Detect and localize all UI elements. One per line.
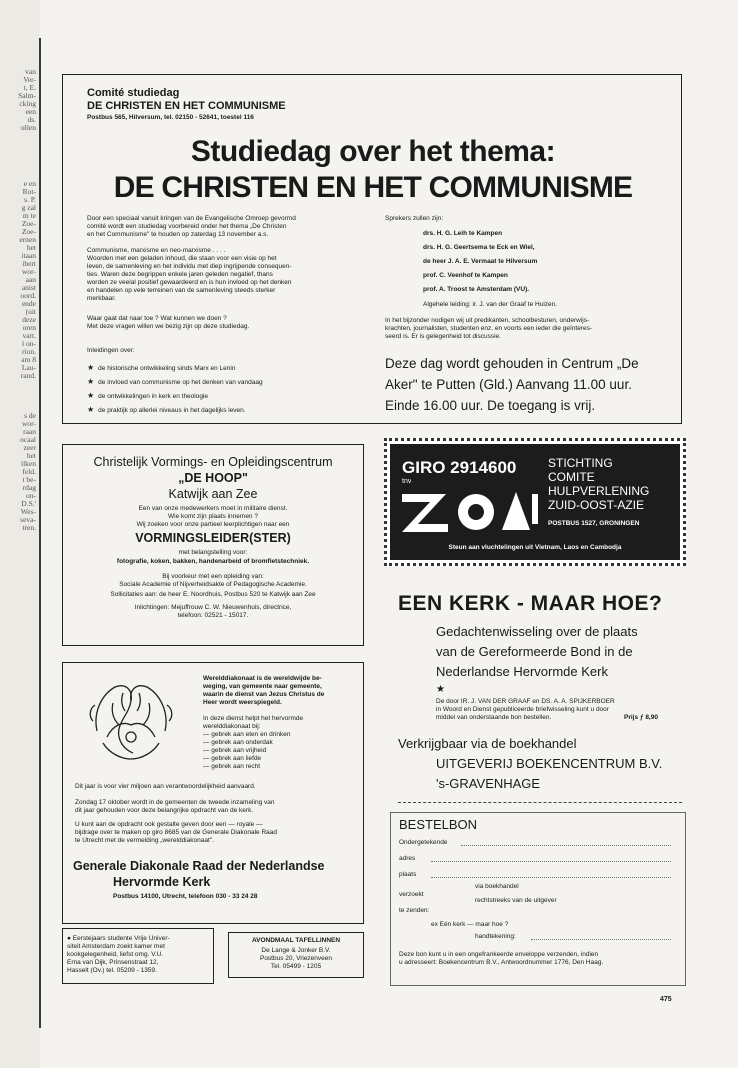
star-bullet-icon: ★	[87, 405, 95, 414]
inleiding-item	[87, 389, 387, 403]
gutter-line: deze	[22, 316, 36, 324]
gutter-line: vart.	[22, 332, 36, 340]
sprekers-list	[423, 227, 673, 297]
kerk-desc-line: in Woord en Dienst gepubliceerde briefwisseling kunt u door	[436, 706, 609, 713]
gutter-line: seva-	[20, 516, 36, 524]
gutter-line: ibert	[22, 260, 36, 268]
avondmaal-ad	[228, 932, 364, 978]
star-bullet-icon: ★	[87, 363, 95, 372]
inleidingen-list	[87, 361, 387, 417]
diakonaat-bold-line: weging, van gemeente naar gemeente,	[203, 683, 322, 690]
avondmaal-line: Postbus 20, Vriezenveen	[259, 955, 333, 962]
te-zenden-label: te zenden:	[399, 907, 430, 914]
paragraph-line: worden ze veelal positief gewaardeerd en is hun invloed op het denken	[87, 279, 292, 286]
kerk-desc-line: De door IR. J. VAN DER GRAAF en DS. A. A. SPIJKERBOER	[436, 698, 615, 705]
inleiding-item	[87, 375, 387, 389]
zoa-giro: GIRO 2914600	[402, 458, 517, 477]
list-item-text: de invloed van communisme op het denken van vandaag	[98, 379, 263, 386]
gutter-line: raan	[23, 428, 36, 436]
gutter-line: ende	[21, 300, 36, 308]
gutter-line: Wes-	[20, 508, 36, 516]
intro-line: comité wordt een studiedag voorbereid onder het thema „De Christen	[87, 223, 287, 230]
de-hoop-ad	[62, 444, 364, 646]
bestelbon-note-line: u adresseert: Boekencentrum B.V., Antwoordnummer 1776, Den Haag.	[399, 959, 604, 966]
studente-line: ● Eerstejaars studente Vrije Univer-	[67, 935, 170, 942]
diakonaat-address: Postbus 14100, Utrecht, telefoon 030 - 33 24 28	[113, 893, 258, 900]
hoop-line2: „DE HOOP"	[178, 471, 248, 485]
gutter-line: D.S.'	[21, 500, 36, 508]
list-item-text: de historische ontwikkeling sinds Marx en Lenin	[98, 365, 236, 372]
gutter-line: s de	[24, 412, 36, 420]
kerk-subtitle-line: Nederlandse Hervormde Kerk	[436, 664, 608, 679]
communism-paragraph	[87, 247, 387, 303]
headline-1: Studiedag over het thema:	[190, 135, 556, 168]
option-via-boekhandel[interactable]: via boekhandel	[475, 883, 519, 890]
hoop-line3: Katwijk aan Zee	[168, 487, 258, 501]
studente-line: Erna van Dijk, Prinsenstraat 12,	[67, 959, 159, 966]
list-item-text: de praktijk op allerlei niveaus in het dagelijks leven.	[98, 407, 246, 414]
spreker-item: prof. C. Veenhof te Kampen	[423, 272, 508, 279]
gutter-line: het	[26, 244, 36, 252]
avondmaal-title: AVONDMAAL TAFELLINNEN	[251, 937, 341, 944]
inleiding-item	[87, 403, 387, 417]
gutter-line: ds.	[27, 116, 36, 124]
spreker-item: drs. H. G. Geertsema te Eck en Wiel,	[423, 244, 535, 251]
diakonaat-opdracht	[75, 821, 360, 845]
gutter-line: am 8	[21, 356, 36, 364]
diakonaat-help-line: werelddiakonaat bij:	[203, 723, 261, 730]
hoop-info	[63, 604, 363, 620]
paragraph-line: merkbaar.	[87, 295, 116, 302]
praying-hands-illustration	[83, 673, 179, 769]
gutter-line: t be-	[22, 476, 36, 484]
field-handtekening[interactable]	[531, 939, 671, 940]
diakonaat-zondag-line: dit jaar gehouden voor deze belangrijke opdracht van de kerk.	[75, 807, 254, 814]
gutter-line: feld.	[22, 468, 36, 476]
org-name: Comité studiedag	[87, 87, 180, 99]
hoop-interests: fotografie, koken, bakken, handenarbeid of bromfietstechniek.	[116, 558, 310, 565]
diakonaat-opdracht-line: te Utrecht met de vermelding „werelddiakonaat".	[75, 837, 214, 844]
kerk-subtitle-line: Gedachtenwisseling over de plaats	[436, 624, 638, 639]
field-ondergetekende[interactable]	[461, 845, 671, 846]
hoop-pref-line: Bij voorkeur met een opleiding van:	[162, 573, 264, 580]
cut-line	[398, 802, 682, 803]
gutter-line: m te	[22, 212, 36, 220]
gutter-line: cking	[19, 100, 36, 108]
bestelbon-note	[399, 951, 681, 967]
zoa-logo	[402, 490, 542, 532]
kerk-star: ★	[436, 684, 445, 695]
gutter-line: ullen	[21, 124, 36, 132]
gutter-line: on-	[26, 492, 36, 500]
bestelbon-form	[390, 812, 686, 986]
bestelbon-note-line: Deze bon kunt u in een ongefrankeerde enveloppe verzenden, indien	[399, 951, 599, 958]
list-item-text: de ontwikkelingen in kerk en theologie	[98, 393, 209, 400]
intro-line: Door een speciaal vanuit kringen van de Evangelische Omroep gevormd	[87, 215, 296, 222]
star-bullet-icon: ★	[87, 391, 95, 400]
kerk-title: EEN KERK - MAAR HOE?	[398, 592, 663, 615]
adjacent-page-gutter	[0, 0, 40, 1068]
gutter-line: ocaal	[20, 436, 36, 444]
gutter-text-block-1	[2, 68, 36, 132]
zoa-ad	[390, 444, 680, 560]
gutter-line: anist	[21, 284, 36, 292]
gutter-line: wor-	[21, 268, 36, 276]
diakonaat-list	[203, 731, 358, 771]
gutter-line: e en	[23, 180, 36, 188]
field-plaats[interactable]	[431, 877, 671, 878]
zoa-postbus: POSTBUS 1527, GRONINGEN	[548, 520, 640, 527]
org-subtitle: DE CHRISTEN EN HET COMMUNISME	[87, 100, 286, 112]
diakonaal-ad	[62, 662, 364, 924]
gutter-line: ernen	[19, 236, 36, 244]
kerk-verkrijg: Verkrijgbaar via de boekhandel	[398, 736, 577, 751]
hoop-role: VORMINGSLEIDER(STER)	[135, 531, 291, 545]
gutter-line: oren	[22, 324, 36, 332]
kerk-subtitle	[436, 622, 686, 682]
gutter-line: Zoe-	[21, 220, 36, 228]
hoop-pref	[63, 573, 363, 589]
kerk-plaats: 's-GRAVENHAGE	[436, 776, 541, 791]
gutter-line: wor-	[21, 420, 36, 428]
gutter-line: rion.	[22, 348, 36, 356]
studiedag-ad	[62, 74, 682, 424]
paragraph-line: Woorden met een geladen inhoud, die staan voor een visie op het	[87, 255, 277, 262]
kerk-price: Prijs ƒ 8,90	[624, 714, 658, 721]
uitnodiging-line: seerd is. Er is gelegenheid tot discussie.	[385, 333, 501, 340]
gutter-line: Rot-	[22, 188, 36, 196]
gutter-line: van	[25, 68, 36, 76]
hoop-intro	[63, 505, 363, 529]
gutter-line: rand.	[20, 372, 36, 380]
gutter-line: l on-	[22, 340, 36, 348]
zoa-right-text	[548, 456, 678, 512]
diakonaat-opdracht-line: U kunt aan de opdracht ook gestalte geven door een — royale —	[75, 821, 263, 828]
kerk-uitgeverij: UITGEVERIJ BOEKENCENTRUM B.V.	[436, 756, 663, 771]
inleidingen-label: Inleidingen over:	[87, 347, 135, 354]
question-paragraph	[87, 315, 387, 331]
zoa-tnv: tnv	[402, 478, 412, 485]
hoop-pref-line: Sociale Academie of Nijverheidsakte of Pedagogische Academie.	[119, 581, 307, 588]
kerk-subtitle-line: van de Gereformeerde Bond in de	[436, 644, 633, 659]
diakonaat-opdracht-line: bijdrage over te maken op giro 8685 van de Generale Diakonale Raad	[75, 829, 277, 836]
diakonaat-name1: Generale Diakonale Raad der Nederlandse	[73, 859, 325, 873]
paragraph-line: ties. Waren deze begrippen enkele jaren geleden negatief, thans	[87, 271, 273, 278]
paragraph-line: Met deze vragen willen we bezig zijn op deze studiedag.	[87, 323, 250, 330]
hoop-met: met belangstelling voor:	[178, 549, 248, 556]
diakonaat-list-item: — gebrek aan eten en drinken	[203, 731, 291, 738]
spreker-item: drs. H. G. Leih te Kampen	[423, 230, 503, 237]
intro-paragraph	[87, 215, 387, 239]
gutter-line: Ver-	[23, 76, 36, 84]
diakonaat-jaar: Dit jaar is voor vier miljoen aan verantwoordelijkheid aanvaard.	[75, 783, 256, 790]
column-rule	[39, 38, 41, 1028]
diakonaat-list-item: — gebrek aan recht	[203, 763, 261, 770]
studente-line: Hasselt (Ov.) tel. 05209 - 1359.	[67, 967, 157, 974]
avondmaal-line: De Lange & Jonker B.V.	[261, 947, 331, 954]
zoa-right-line: HULPVERLENING	[548, 484, 650, 498]
diakonaat-help	[203, 715, 358, 731]
ex-label: ex Eén kerk — maar hoe ?	[431, 921, 509, 928]
hoop-intro-line: Wie komt zijn plaats innemen ?	[168, 513, 258, 520]
diakonaat-bold-line: Heer wordt weerspiegeld.	[203, 699, 282, 706]
sprekers-label: Sprekers zullen zijn:	[385, 215, 444, 222]
option-rechtstreeks[interactable]: rechtstreeks van de uitgever	[475, 897, 557, 904]
diakonaat-bold-line: Werelddiakonaat is de wereldwijde be-	[203, 675, 322, 682]
gutter-line: g zal	[21, 204, 36, 212]
diakonaat-zondag	[75, 799, 360, 815]
diakonaat-zondag-line: Zondag 17 oktober wordt in de gemeenten de tweede inzameling van	[75, 799, 275, 806]
gutter-line: Salm-	[18, 92, 36, 100]
gutter-line: zeer	[23, 444, 36, 452]
hoop-info-line: telefoon: 02521 - 15017.	[177, 612, 249, 619]
bestelbon-title: BESTELBON	[399, 817, 478, 832]
gutter-line: itaan	[21, 252, 36, 260]
studente-text	[67, 935, 213, 975]
diakonaat-list-item: — gebrek aan liefde	[203, 755, 262, 762]
venue-text	[385, 353, 677, 416]
venue-line: Aker" te Putten (Gld.) Aanvang 11.00 uur.	[385, 377, 632, 392]
hoop-info-line: Inlichtingen: Mejuffrouw C. W. Nieuwenhuis, directrice,	[134, 604, 292, 611]
hoop-line1: Christelijk Vormings- en Opleidingscentrum	[93, 455, 333, 469]
headline-2: DE CHRISTEN EN HET COMMUNISME	[113, 171, 633, 204]
paragraph-line: leven, de samenleving en het individu met diep ingrijpende consequen-	[87, 263, 292, 270]
org-address: Postbus 565, Hilversum, tel. 02150 - 52641, toestel 116	[87, 114, 254, 121]
avondmaal-lines	[229, 947, 363, 971]
hoop-intro-line: Wij zoeken voor onze partieel leerplichtigen naar een	[136, 521, 290, 528]
studente-line: siteit Amsterdam zoekt kamer met	[67, 943, 165, 950]
gutter-line: ilken	[21, 460, 36, 468]
studente-line: kookgelegenheid, liefst omg. V.U.	[67, 951, 164, 958]
gutter-line: het	[26, 452, 36, 460]
gutter-line: (uit	[25, 308, 36, 316]
paragraph-line: en handelen op vele terreinen van de samenleving steeds sterker	[87, 287, 276, 294]
uitnodiging-line: In het bijzonder nodigen wij uit predikanten, schoolbesturen, onderwijs-	[385, 317, 590, 324]
gutter-line: s. P.	[24, 196, 36, 204]
inleiding-item	[87, 361, 387, 375]
gutter-line: Zoe-	[21, 228, 36, 236]
gutter-line: t, E.	[23, 84, 36, 92]
uitnodiging-line: krachten, journalisten, studenten enz. en voorts een ieder die geïnteres-	[385, 325, 593, 332]
gutter-line: rdag	[22, 484, 36, 492]
zoa-bottom: Steun aan vluchtelingen uit Vietnam, Laos en Cambodja	[448, 544, 622, 551]
page-number: 475	[660, 996, 672, 1003]
venue-line: Einde 16.00 uur. De toegang is vrij.	[385, 398, 596, 413]
avondmaal-line: Tel. 05499 - 1205	[270, 963, 322, 970]
kerk-desc-line: middel van onderstaande bon bestellen.	[436, 714, 552, 721]
field-label-adres: adres	[399, 855, 416, 862]
diakonaat-name2: Hervormde Kerk	[113, 875, 211, 889]
field-label-ondergetekende: Ondergetekende	[399, 839, 448, 846]
verzoekt-label: verzoekt	[399, 891, 424, 898]
hoop-intro-line: Een van onze medewerkers moet in militaire dienst.	[138, 505, 288, 512]
spreker-item: de heer J. A. E. Vermaat te Hilversum	[423, 258, 538, 265]
diakonaat-bold-line: waarin de dienst van Jezus Christus de	[203, 691, 325, 698]
gutter-line: een	[25, 108, 36, 116]
diakonaat-help-line: In deze dienst helpt het hervormde	[203, 715, 304, 722]
leiding: Algehele leiding: ir. J. van der Graaf te Huizen.	[423, 301, 558, 308]
hoop-sollicit: Sollicitaties aan: de heer E. Noordhuis, Postbus 520 te Katwijk aan Zee	[110, 591, 316, 598]
gutter-line: aan	[25, 276, 36, 284]
handtekening-label: handtekening:	[475, 933, 516, 940]
gutter-line: tren.	[22, 524, 36, 532]
gutter-text-block-3	[2, 412, 36, 532]
diakonaat-list-item: — gebrek aan vrijheid	[203, 747, 267, 754]
intro-line: en het Communisme" te houden op zaterdag 13 november a.s.	[87, 231, 269, 238]
field-adres[interactable]	[431, 861, 671, 862]
venue-line: Deze dag wordt gehouden in Centrum „De	[385, 356, 639, 371]
zoa-right-line: ZUID-OOST-AZIE	[548, 498, 644, 512]
diakonaat-intro	[203, 675, 358, 707]
gutter-line: oord.	[20, 292, 36, 300]
star-bullet-icon: ★	[87, 377, 95, 386]
paragraph-line: Waar gaat dat naar toe ? Wat kunnen we doen ?	[87, 315, 227, 322]
uitnodiging	[385, 317, 677, 341]
zoa-right-line: COMITE	[548, 470, 595, 484]
zoa-right-line: STICHTING	[548, 456, 613, 470]
paragraph-line: Communisme, marxisme en neo-marxisme . . . .	[87, 247, 226, 254]
gutter-line: Lau-	[21, 364, 36, 372]
spreker-item: prof. A. Troost te Amsterdam (VU).	[423, 286, 530, 293]
field-label-plaats: plaats	[399, 871, 417, 878]
diakonaat-list-item: — gebrek aan onderdak	[203, 739, 273, 746]
studente-ad	[62, 928, 214, 984]
gutter-text-block-2	[2, 180, 36, 380]
